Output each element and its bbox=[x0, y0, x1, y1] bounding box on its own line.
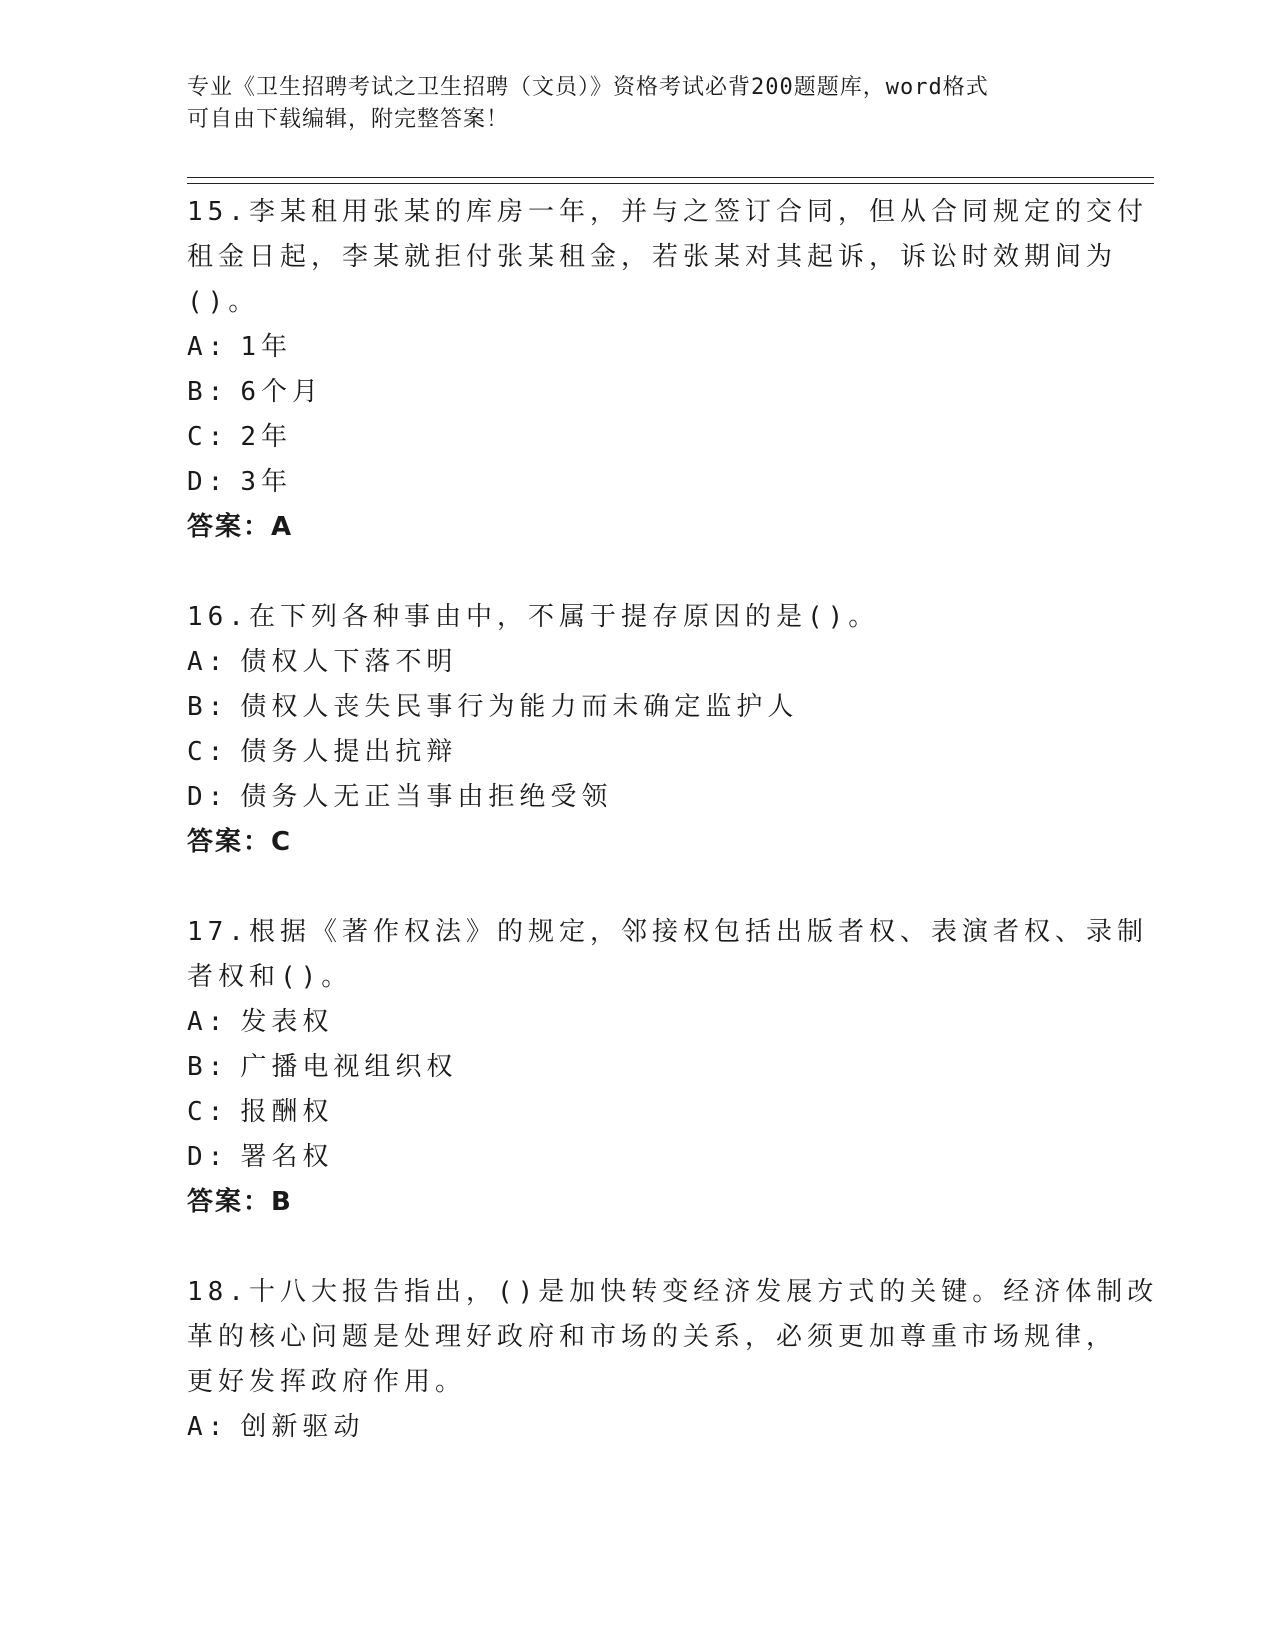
option-letter: D: bbox=[187, 782, 229, 812]
option-text: 发表权 bbox=[240, 1007, 334, 1037]
option-b bbox=[187, 370, 1087, 415]
question-stem-line: 18.十八大报告指出，()是加快转变经济发展方式的关键。经济体制改 bbox=[187, 1277, 1159, 1307]
option-letter: A: bbox=[187, 1412, 229, 1442]
question-stem-line: 15.李某租用张某的库房一年，并与之签订合同，但从合同规定的交付 bbox=[187, 197, 1148, 227]
option-text: 债务人无正当事由拒绝受领 bbox=[240, 782, 613, 812]
option-letter: A: bbox=[187, 647, 229, 677]
option-text: 署名权 bbox=[240, 1142, 334, 1172]
option-c bbox=[187, 415, 1087, 460]
answer-label: 答案：B bbox=[187, 1187, 293, 1217]
option-text: 广播电视组织权 bbox=[240, 1052, 458, 1082]
option-text: 报酬权 bbox=[240, 1097, 334, 1127]
option-c bbox=[187, 1090, 1087, 1135]
option-text: 2年 bbox=[240, 422, 292, 452]
header-line-1: 专业《卫生招聘考试之卫生招聘（文员）》资格考试必背200题题库，word格式 bbox=[187, 75, 989, 100]
option-d bbox=[187, 460, 1087, 505]
question-17 bbox=[187, 910, 1148, 1225]
option-text: 3年 bbox=[240, 467, 292, 497]
answer-label: 答案：C bbox=[187, 827, 293, 857]
document-header bbox=[187, 72, 1067, 136]
option-letter: A: bbox=[187, 332, 229, 362]
option-a bbox=[187, 640, 1087, 685]
option-text: 债务人提出抗辩 bbox=[240, 737, 458, 767]
header-divider-top bbox=[187, 177, 1154, 178]
option-a bbox=[187, 1405, 1087, 1450]
option-letter: D: bbox=[187, 467, 229, 497]
option-a bbox=[187, 1000, 1087, 1045]
question-stem-line: ()。 bbox=[187, 287, 260, 317]
header-line-2: 可自由下载编辑，附完整答案！ bbox=[187, 107, 510, 132]
option-b bbox=[187, 1045, 1087, 1090]
question-18 bbox=[187, 1270, 1159, 1450]
option-letter: B: bbox=[187, 377, 229, 407]
option-text: 债权人丧失民事行为能力而未确定监护人 bbox=[240, 692, 799, 722]
question-stem-line: 者权和()。 bbox=[187, 962, 353, 992]
option-d bbox=[187, 1135, 1087, 1180]
option-letter: B: bbox=[187, 692, 229, 722]
question-stem-line: 租金日起，李某就拒付张某租金，若张某对其起诉，诉讼时效期间为 bbox=[187, 242, 1118, 272]
question-15 bbox=[187, 190, 1148, 550]
question-stem-line: 革的核心问题是处理好政府和市场的关系，必须更加尊重市场规律， bbox=[187, 1322, 1118, 1352]
option-letter: C: bbox=[187, 1097, 229, 1127]
option-letter: C: bbox=[187, 737, 229, 767]
option-text: 债权人下落不明 bbox=[240, 647, 458, 677]
option-text: 创新驱动 bbox=[240, 1412, 365, 1442]
option-letter: D: bbox=[187, 1142, 229, 1172]
option-letter: B: bbox=[187, 1052, 229, 1082]
option-text: 1年 bbox=[240, 332, 292, 362]
question-stem-line: 更好发挥政府作用。 bbox=[187, 1367, 467, 1397]
option-c bbox=[187, 730, 1087, 775]
question-stem-line: 17.根据《著作权法》的规定，邻接权包括出版者权、表演者权、录制 bbox=[187, 917, 1148, 947]
option-a bbox=[187, 325, 1087, 370]
question-list bbox=[187, 190, 1159, 1495]
option-d bbox=[187, 775, 1087, 820]
option-text: 6个月 bbox=[240, 377, 323, 407]
header-divider-bottom bbox=[187, 183, 1154, 184]
option-b bbox=[187, 685, 1087, 730]
option-letter: A: bbox=[187, 1007, 229, 1037]
answer-label: 答案：A bbox=[187, 512, 294, 542]
option-letter: C: bbox=[187, 422, 229, 452]
question-stem-line: 16.在下列各种事由中，不属于提存原因的是()。 bbox=[187, 602, 880, 632]
question-16 bbox=[187, 595, 1087, 865]
